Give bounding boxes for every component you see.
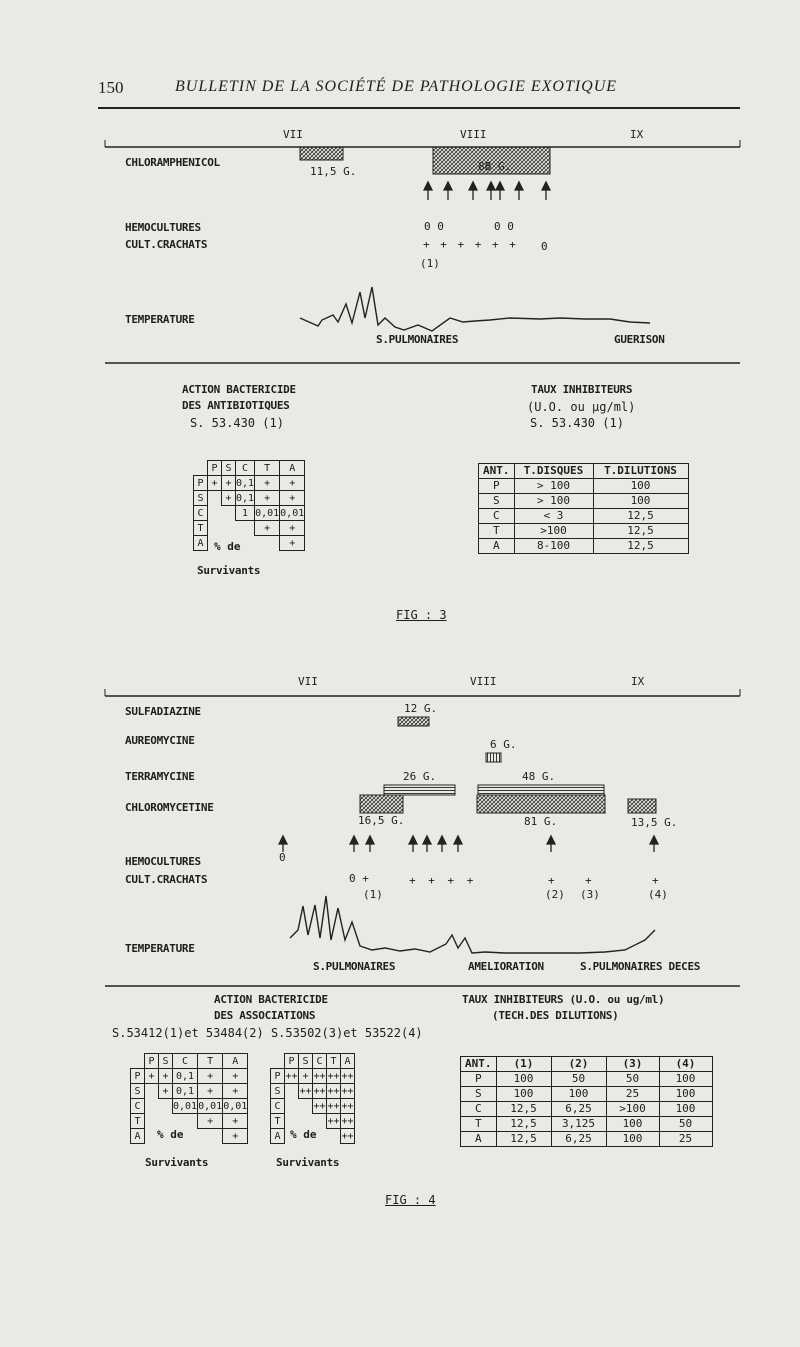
fig4-crachat-marks-5: + [652, 874, 659, 887]
fig3-dose-bar-1 [300, 147, 343, 160]
fig3-event-pulmonaires: S.PULMONAIRES [376, 333, 459, 346]
fig4-crachat-ref-3: (3) [580, 888, 600, 901]
fig4-pct-label-2: % de [290, 1128, 317, 1141]
fig4-action-strains: S.53412(1)et 53484(2) S.53502(3)et 53522(4) [112, 1026, 423, 1040]
terramycine-dose-1: 26 G. [403, 770, 437, 783]
fig4-event-amelioration: AMELIORATION [468, 960, 544, 973]
fig4-crachat-marks-3: + [548, 874, 555, 887]
fig4-pct-label-1: % de [157, 1128, 184, 1141]
row-label-hemocultures: HEMOCULTURES [125, 221, 201, 234]
fig4-crachat-ref-1: (1) [363, 888, 383, 901]
fig4-row-label-hemocultures: HEMOCULTURES [125, 855, 201, 868]
row-label-sulfadiazine: SULFADIAZINE [125, 705, 201, 718]
fig4-temperature-curve [290, 896, 655, 953]
fig4-bactericidal-grid-1: P S C T A P + + 0,1 + + S + 0,1 + + C 0,01 0,01 0,01 T + + A + [130, 1053, 248, 1144]
fig4-crachat-marks-1: 0 + [349, 872, 369, 885]
fig4-hemo-mark: 0 [279, 851, 286, 864]
fig4-day-vii: VII [298, 675, 318, 688]
fig3-dose-1: 11,5 G. [310, 165, 357, 178]
chloromycetine-dose-2: 81 G. [524, 815, 558, 828]
fig4-crachat-marks-4: + [585, 874, 592, 887]
fig3-day-viii: VIII [460, 128, 487, 141]
fig3-inhibitor-table: ANT. T.DISQUES T.DILUTIONS P > 100 100 S > 100 100 C < 3 12,5 T >100 12,5 A 8-100 12,5 [478, 463, 689, 554]
fig4-action-title-1: ACTION BACTERICIDE [214, 993, 328, 1006]
sulfadiazine-bar [398, 717, 429, 726]
fig3-action-title-2: DES ANTIBIOTIQUES [182, 399, 290, 412]
fig3-arrows [424, 182, 550, 200]
fig3-survivants: Survivants [197, 564, 261, 577]
fig4-day-viii: VIII [470, 675, 497, 688]
fig3-taux-title-1: TAUX INHIBITEURS [531, 383, 633, 396]
row-label-chloromycetine: CHLOROMYCETINE [125, 801, 214, 814]
terramycine-bar-1 [384, 785, 455, 795]
fig3-action-strain: S. 53.430 (1) [190, 416, 284, 430]
terramycine-bar-2 [478, 785, 604, 795]
fig3-dose-2: 88 G. [478, 160, 512, 173]
fig4-crachat-ref-4: (4) [648, 888, 668, 901]
row-label-aureomycine: AUREOMYCINE [125, 734, 195, 747]
fig3-day-vii: VII [283, 128, 303, 141]
fig3-crachat-zero: 0 [541, 240, 548, 253]
journal-title: BULLETIN DE LA SOCIÉTÉ DE PATHOLOGIE EXOTIQUE [175, 78, 618, 95]
chloromycetine-bar-1 [360, 795, 403, 813]
fig4-inhibitor-table: ANT. (1) (2) (3) (4) P 100 50 50 100 S 100 100 25 100 C 12,5 6,25 >100 100 T 12,5 3,125 100 50 A 12,5 6,25 100 25 [460, 1056, 713, 1147]
fig3-taux-title-2: (U.O. ou µg/ml) [527, 400, 636, 414]
fig4-taux-title-1: TAUX INHIBITEURS (U.O. ou ug/ml) [462, 993, 665, 1006]
fig3-temperature-curve [300, 287, 650, 331]
fig4-survivants-2: Survivants [276, 1156, 340, 1169]
aureomycine-dose: 6 G. [490, 738, 517, 751]
fig4-crachat-ref-2: (2) [545, 888, 565, 901]
fig4-event-pulmonaires: S.PULMONAIRES [313, 960, 396, 973]
row-label-temperature: TEMPERATURE [125, 313, 195, 326]
fig3-event-guerison: GUERISON [614, 333, 665, 346]
fig3-taux-strain: S. 53.430 (1) [530, 416, 624, 430]
fig3-crachat-ref: (1) [420, 257, 440, 270]
fig4-action-title-2: DES ASSOCIATIONS [214, 1009, 316, 1022]
terramycine-dose-2: 48 G. [522, 770, 556, 783]
fig4-arrows [279, 836, 658, 852]
page-number: 150 [98, 78, 124, 97]
fig4-survivants-1: Survivants [145, 1156, 209, 1169]
fig3-crachat-marks: + + + + + + [423, 238, 518, 251]
fig3-hemo-marks-1: 0 0 [424, 220, 444, 233]
sulfadiazine-dose: 12 G. [404, 702, 438, 715]
row-label-crachats: CULT.CRACHATS [125, 238, 208, 251]
fig4-day-ix: IX [631, 675, 645, 688]
fig4-row-label-crachats: CULT.CRACHATS [125, 873, 208, 886]
fig3-action-title-1: ACTION BACTERICIDE [182, 383, 296, 396]
fig4-crachat-marks-2: + + + + [409, 874, 477, 887]
chloromycetine-dose-1: 16,5 G. [358, 814, 405, 827]
fig3-bactericidal-grid: P S C T A P + + 0,1 + + S + 0,1 + + C 1 0,01 0,01 T + + A + [193, 460, 305, 551]
fig3-day-ix: IX [630, 128, 644, 141]
aureomycine-bar [486, 753, 501, 762]
row-label-chloramphenicol: CHLORAMPHENICOL [125, 156, 220, 169]
fig3-caption: FIG : 3 [396, 608, 447, 622]
fig4-bactericidal-grid-2: P S C T A P ++ + ++ ++ ++ S ++ ++ ++ ++ C ++ ++ ++ T ++ ++ A ++ [270, 1053, 355, 1144]
chloromycetine-bar-3 [628, 799, 656, 813]
fig3-hemo-marks-2: 0 0 [494, 220, 514, 233]
row-label-terramycine: TERRAMYCINE [125, 770, 195, 783]
fig4-event-deces: S.PULMONAIRES DECES [580, 960, 701, 973]
chloromycetine-bar-2 [477, 795, 605, 813]
fig4-row-label-temperature: TEMPERATURE [125, 942, 195, 955]
fig4-taux-title-2: (TECH.DES DILUTIONS) [492, 1009, 619, 1022]
fig4-caption: FIG : 4 [385, 1193, 436, 1207]
fig3-pct-label: % de [214, 540, 241, 553]
chloromycetine-dose-3: 13,5 G. [631, 816, 678, 829]
